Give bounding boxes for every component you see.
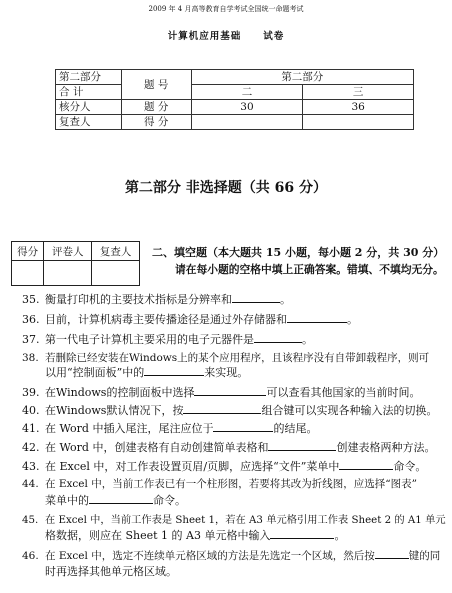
points-label: 题 分	[121, 100, 191, 115]
paper-title-main: 计算机应用基础	[167, 31, 242, 42]
question-text: 在 Excel 中，当前工作表是 Sheet 1，若在 A3 单元格引用工作表 Sheet 2 的 A1 单元	[45, 514, 446, 526]
question-text: 目前，计算机病毒主要传播途径是通过外存储器和	[45, 313, 287, 326]
question-35	[22, 293, 291, 306]
question-text: 在 Word 中，创建表格有自动创建简单表格和	[45, 441, 269, 454]
question-36	[22, 313, 358, 326]
question-text: 衡量打印机的主要技术指标是分辨率和	[45, 293, 232, 306]
question-number: 35.	[22, 293, 40, 306]
grade-reviewer-cell[interactable]	[44, 261, 92, 286]
question-text-end: 。	[280, 293, 291, 306]
item-no-label: 题 号	[121, 70, 191, 100]
grade-score-cell[interactable]	[12, 261, 44, 286]
question-text-end: 可以查看其他国家的当前时间。	[266, 386, 421, 399]
col2-points: 30	[191, 100, 303, 115]
score-table	[55, 69, 414, 130]
answer-blank[interactable]	[183, 404, 261, 414]
question-number: 37.	[22, 333, 40, 346]
question-41	[22, 422, 317, 435]
question-text-end: 的结尾。	[273, 422, 318, 435]
question-text-end: 来实现。	[204, 366, 249, 379]
answer-blank[interactable]	[287, 313, 347, 323]
grade-box	[11, 241, 140, 286]
question-text-end: 。	[302, 333, 313, 346]
paper-title	[0, 28, 452, 42]
answer-blank[interactable]	[254, 333, 302, 343]
question-number: 42.	[22, 441, 40, 454]
question-text: 以用“控制面板”中的	[45, 366, 145, 379]
question-number: 39.	[22, 386, 40, 399]
question-45-line2	[45, 529, 345, 542]
question-text-end: 命令。	[153, 494, 186, 507]
question-number: 44.	[22, 478, 39, 490]
question-text: 在Windows默认情况下，按	[45, 404, 184, 417]
question-text: 在Windows的控制面板中选择	[45, 386, 195, 399]
answer-blank[interactable]	[144, 366, 204, 376]
col3-score[interactable]	[303, 115, 414, 130]
part-header: 第二部分	[191, 70, 413, 85]
answer-blank[interactable]	[232, 293, 280, 303]
fill-in-title: 二、填空题（本大题共 15 小题，每小题 2 分，共 30 分）	[152, 246, 445, 259]
question-text-end: 命令。	[393, 460, 427, 473]
question-text-end: 创建表格两种方法。	[336, 441, 436, 454]
grade-score-label: 得分	[12, 242, 44, 261]
question-number: 36.	[22, 313, 40, 326]
question-number: 40.	[22, 404, 40, 417]
reviewer-label: 核分人	[56, 100, 122, 115]
question-38-line2	[45, 366, 248, 379]
answer-blank[interactable]	[375, 549, 409, 559]
answer-blank[interactable]	[194, 386, 266, 396]
question-40	[22, 404, 437, 417]
question-text: 在 Excel 中，当前工作表已有一个柱形图，若要将其改为折线图，应选择“图表”	[45, 478, 417, 490]
total-label: 合 计	[56, 85, 122, 100]
question-text: 时再选择其他单元格区域。	[45, 565, 177, 578]
question-38	[22, 352, 429, 365]
question-number: 38.	[22, 352, 39, 364]
question-number: 43.	[22, 460, 40, 473]
col3-points: 36	[303, 100, 414, 115]
question-text: 在 Excel 中，对工作表设置页眉/页脚，应选择“文件”菜单中	[45, 460, 340, 473]
col2-header: 二	[191, 85, 303, 100]
section-heading: 第二部分 非选择题（共 66 分）	[124, 180, 328, 196]
col2-score[interactable]	[191, 115, 303, 130]
question-43	[22, 460, 426, 473]
grade-reviewer-label: 评卷人	[44, 242, 92, 261]
question-text: 菜单中的	[45, 494, 89, 507]
answer-blank[interactable]	[213, 422, 273, 432]
answer-blank[interactable]	[270, 529, 334, 539]
exam-title: 2009 年 4 月高等教育自学考试全国统一命题考试	[148, 5, 304, 13]
question-text-end: 。	[347, 313, 358, 326]
part-label-cell: 第二部分	[56, 70, 122, 85]
score-label: 得 分	[121, 115, 191, 130]
grade-checker-cell[interactable]	[92, 261, 140, 286]
question-39	[22, 386, 420, 399]
grade-checker-label: 复查人	[92, 242, 140, 261]
paper-title-suffix: 试卷	[263, 31, 285, 42]
question-37	[22, 333, 313, 346]
question-46-line2	[45, 565, 177, 578]
question-text-end: 。	[334, 529, 346, 542]
checker-label: 复查人	[56, 115, 122, 130]
col3-header: 三	[303, 85, 414, 100]
question-46	[22, 549, 440, 563]
question-42	[22, 441, 435, 454]
question-text: 若删除已经安装在Windows上的某个应用程序，且该程序没有自带卸载程序，则可	[45, 352, 430, 364]
question-44-line2	[45, 494, 186, 507]
question-text-end: 键的同	[408, 550, 441, 562]
question-text: 在 Excel 中，选定不连续单元格区域的方法是先选定一个区域，然后按	[45, 550, 375, 562]
answer-blank[interactable]	[268, 441, 336, 451]
answer-blank[interactable]	[339, 460, 393, 470]
question-text: 格数据，则应在 Sheet 1 的 A3 单元格中输入	[45, 529, 271, 542]
question-text-end: 组合键可以实现各种输入法的切换。	[261, 404, 438, 417]
question-number: 45.	[22, 514, 39, 526]
question-45	[22, 514, 446, 527]
question-text: 第一代电子计算机主要采用的电子元器件是	[45, 333, 254, 346]
question-number: 46.	[22, 550, 39, 562]
fill-in-instructions: 请在每小题的空格中填上正确答案。错填、不填均无分。	[175, 263, 444, 276]
answer-blank[interactable]	[89, 494, 153, 504]
question-text: 在 Word 中插入尾注，尾注应位于	[45, 422, 214, 435]
question-44	[22, 478, 417, 491]
question-number: 41.	[22, 422, 40, 435]
